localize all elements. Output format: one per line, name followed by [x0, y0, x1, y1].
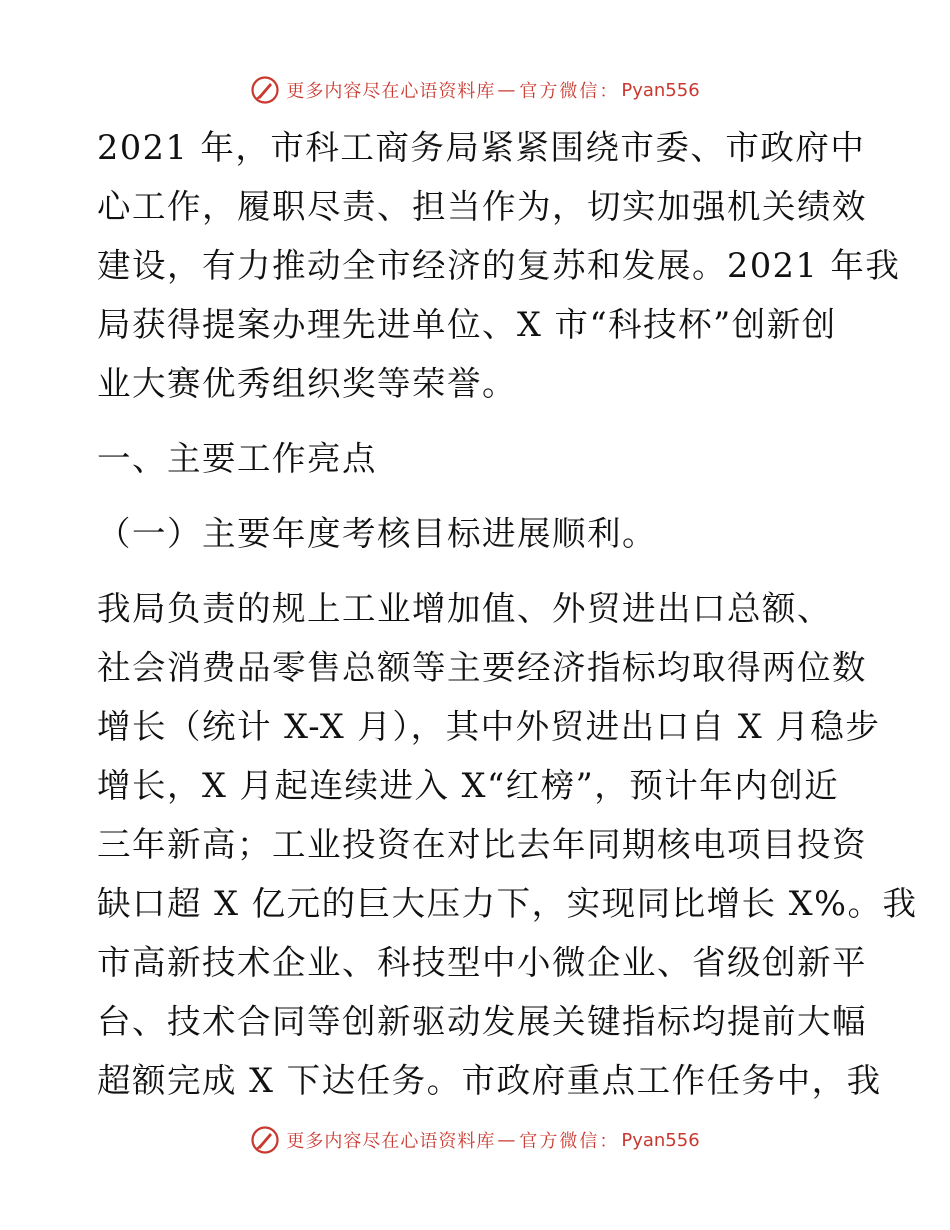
watermark-official-label: 官方微信：: [519, 81, 620, 102]
document-body: [97, 118, 918, 1110]
watermark-main-text: 更多内容尽在心语资料库: [286, 81, 496, 102]
text-line: 我局负责的规上工业增加值、外贸进出口总额、: [97, 589, 832, 628]
watermark-official-label: 官方微信：: [519, 1131, 620, 1152]
text-line: 局获得提案办理先进单位、X 市“科技杯”创新创: [97, 305, 837, 344]
watermark-dash: —: [497, 1129, 516, 1151]
text-line: 2021 年，市科工商务局紧紧围绕市委、市政府中: [97, 128, 866, 167]
heading-text: 一、主要工作亮点: [97, 439, 377, 478]
watermark-dash: —: [497, 79, 516, 101]
subheading-text: （一）主要年度考核目标进展顺利。: [97, 514, 657, 553]
watermark-footer: [0, 1120, 950, 1160]
body-paragraph: [97, 579, 918, 1110]
text-line: 心工作，履职尽责、担当作为，切实加强机关绩效: [97, 187, 867, 226]
intro-paragraph: [97, 118, 901, 413]
watermark-wechat-id: Pyan556: [621, 79, 700, 101]
watermark-wechat-id: Pyan556: [621, 1129, 700, 1151]
section-heading: [97, 429, 857, 488]
text-line: 台、技术合同等创新驱动发展关键指标均提前大幅: [97, 1002, 867, 1041]
quill-logo-icon: [250, 75, 280, 105]
text-line: 增长，X 月起连续进入 X“红榜”，预计年内创近: [97, 766, 840, 805]
text-line: 业大赛优秀组织奖等荣誉。: [97, 364, 517, 403]
watermark-main-text: 更多内容尽在心语资料库: [286, 1131, 496, 1152]
text-line: 增长（统计 X-X 月），其中外贸进出口自 X 月稳步: [97, 707, 881, 746]
text-line: 社会消费品零售总额等主要经济指标均取得两位数: [97, 648, 867, 687]
watermark-header: [0, 70, 950, 110]
text-line: 缺口超 X 亿元的巨大压力下，实现同比增长 X%。我: [97, 884, 918, 923]
text-line: 市高新技术企业、科技型中小微企业、省级创新平: [97, 943, 867, 982]
text-line: 超额完成 X 下达任务。市政府重点工作任务中，我: [97, 1061, 882, 1100]
subsection-heading: [97, 504, 857, 563]
text-line: 三年新高；工业投资在对比去年同期核电项目投资: [97, 825, 867, 864]
quill-logo-icon: [250, 1125, 280, 1155]
text-line: 建设，有力推动全市经济的复苏和发展。2021 年我: [97, 246, 901, 285]
